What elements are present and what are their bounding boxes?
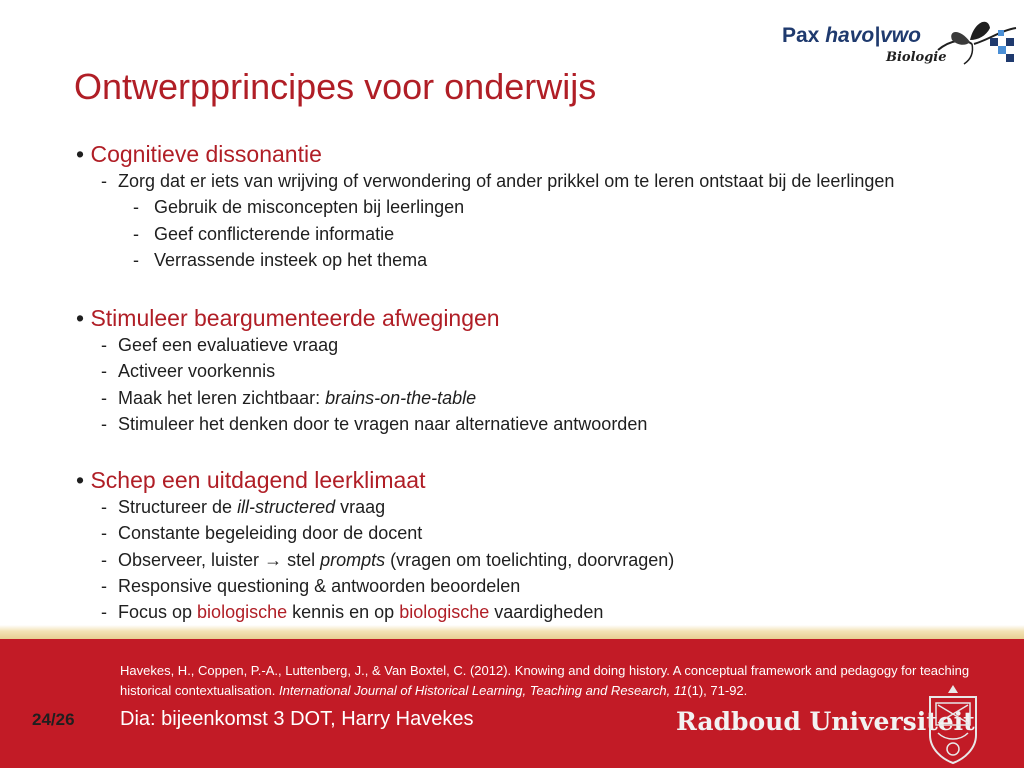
list-item: - Constante begeleiding door de docent — [101, 523, 423, 544]
radboud-seal-icon — [924, 683, 982, 765]
reference-citation: Havekes, H., Coppen, P.-A., Luttenberg, J., & Van Boxtel, C. (2012). Knowing and doing history. A conceptual framework and pedagogy for teaching historical contextualisation. International Journal of Historical Learning, Teaching and Research, 11(1), 71-92. — [120, 663, 970, 698]
radboud-wordmark: Radboud Universiteit — [676, 707, 975, 736]
slide-title: Ontwerpprincipes voor onderwijs — [74, 66, 597, 107]
section-stimuleer-afwegingen — [76, 304, 647, 437]
list-item: - Responsive questioning & antwoorden beoordelen — [101, 575, 521, 596]
list-item: - Maak het leren zichtbaar: brains-on-the-table — [101, 387, 477, 408]
list-item: - Geef een evaluatieve vraag — [101, 335, 339, 355]
pax-havovwo-logo — [782, 10, 1018, 72]
arrow-right-icon: → — [264, 549, 283, 570]
page-number: 24/26 — [32, 710, 75, 729]
footer-stripe — [0, 625, 1024, 639]
list-item: - Verrassende insteek op het thema — [133, 249, 428, 270]
section-heading: • Cognitieve dissonantie — [76, 141, 322, 167]
section-uitdagend-leerklimaat — [76, 466, 674, 625]
list-item: - Geef conflicterende informatie — [133, 223, 395, 244]
list-item: - Observeer, luister → stel prompts (vragen om toelichting, doorvragen) — [101, 549, 675, 570]
section-heading: • Stimuleer beargumenteerde afwegingen — [76, 305, 500, 331]
list-item: - Zorg dat er iets van wrijving of verwondering of ander prikkel om te leren ontstaat bij de leerlingen — [101, 171, 895, 191]
section-heading: • Schep een uitdagend leerklimaat — [76, 467, 426, 493]
section-cognitieve-dissonantie — [76, 140, 894, 273]
footer-caption: Dia: bijeenkomst 3 DOT, Harry Havekes — [120, 708, 474, 730]
logo-subtitle: Biologie — [886, 50, 947, 65]
slide-footer — [0, 639, 1024, 768]
list-item: - Focus op biologische kennis en op biologische vaardigheden — [101, 602, 604, 623]
list-item: - Structureer de ill-structered vraag — [101, 497, 386, 517]
list-item: - Activeer voorkennis — [101, 361, 276, 382]
butterfly-icon — [930, 10, 1018, 66]
list-item: - Gebruik de misconcepten bij leerlingen — [133, 197, 465, 218]
logo-wordmark: Pax havo|vwo — [782, 24, 921, 47]
list-item: - Stimuleer het denken door te vragen naar alternatieve antwoorden — [101, 413, 648, 434]
